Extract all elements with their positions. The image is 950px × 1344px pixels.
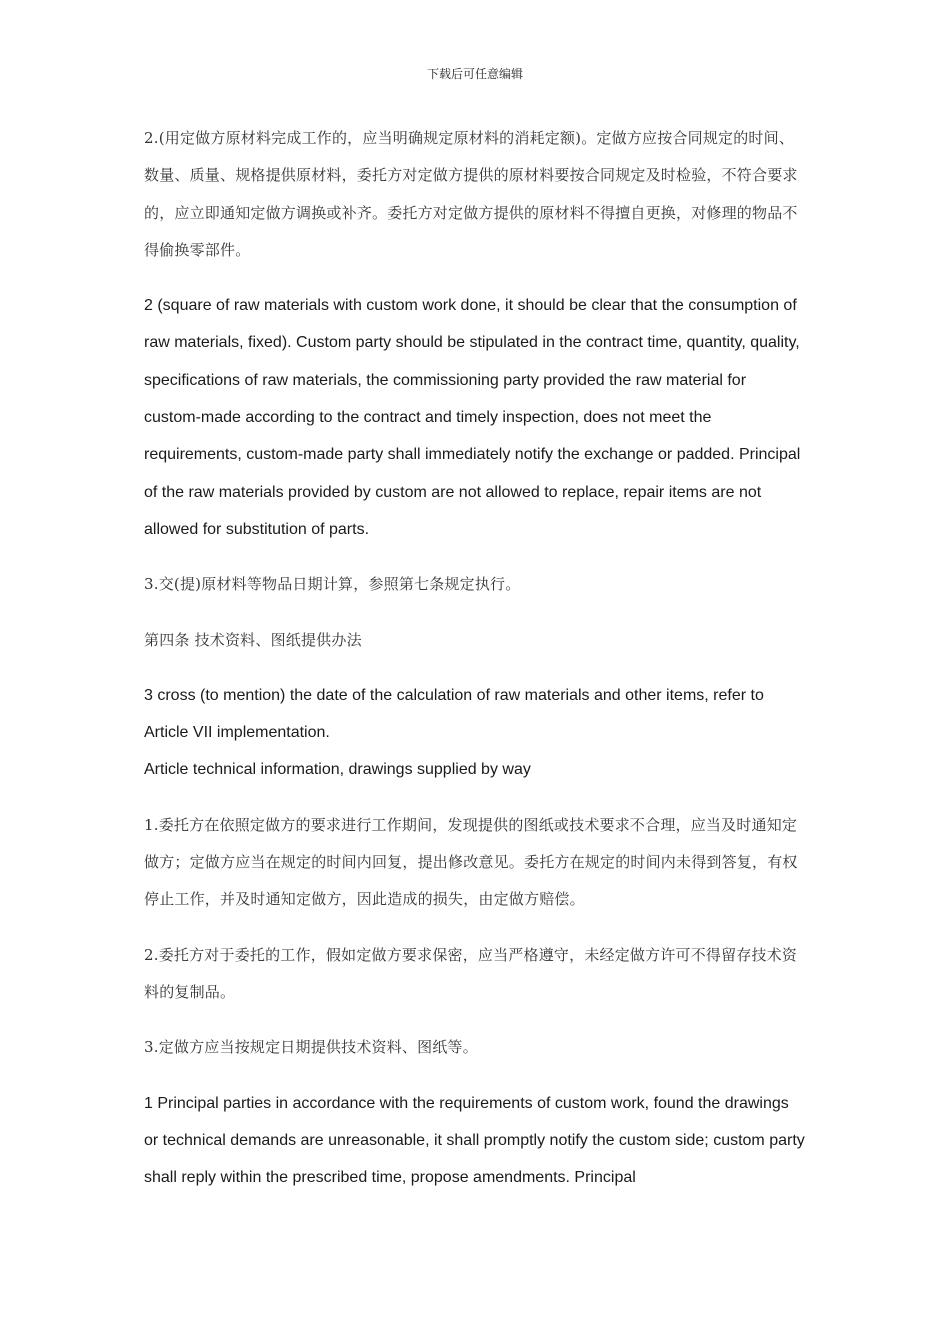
paragraph-zh-clause-3: 3.交(提)原材料等物品日期计算，参照第七条规定执行。 <box>144 575 521 594</box>
document-body <box>144 120 806 1214</box>
paragraph-en-clause-2: 2 (square of raw materials with custom work done, it should be clear that the consumption of raw materials, fixed). Custom party should be stipulated in the contract time, quantity, quality, specifications of raw materials, the commissioning party provided the raw material for custom-made according to the contract and timely inspection, does not meet the requirements, custom-made party shall immediately notify the exchange or padded. Principal of the raw materials provided by custom are not allowed to replace, repair items are not allowed for substitution of parts. <box>144 297 801 538</box>
paragraph-en-art4-clause-1: 1 Principal parties in accordance with the requirements of custom work, found the drawings or technical demands are unreasonable, it shall promptly notify the custom side; custom party shall reply within the prescribed time, propose amendments. Principal <box>144 1094 805 1187</box>
paragraph-en-clause-3: 3 cross (to mention) the date of the calculation of raw materials and other items, refer to Article VII implementation. <box>144 686 764 742</box>
paragraph-zh-clause-2: 2.(用定做方原材料完成工作的，应当明确规定原材料的消耗定额)。定做方应按合同规定的时间、数量、质量、规格提供原材料，委托方对定做方提供的原材料要按合同规定及时检验，不符合要求的，应立即通知定做方调换或补齐。委托方对定做方提供的原材料不得擅自更换，对修理的物品不得偷换零部件。 <box>144 129 798 259</box>
paragraph-zh-art4-clause-3: 3.定做方应当按规定日期提供技术资料、图纸等。 <box>144 1038 478 1057</box>
page-header: 下载后可任意编辑 <box>426 67 523 81</box>
paragraph-zh-article-4-heading: 第四条 技术资料、图纸提供办法 <box>144 630 362 649</box>
paragraph-zh-art4-clause-2: 2.委托方对于委托的工作，假如定做方要求保密，应当严格遵守，未经定做方许可不得留存技术资料的复制品。 <box>144 945 798 1001</box>
paragraph-zh-art4-clause-1: 1.委托方在依照定做方的要求进行工作期间，发现提供的图纸或技术要求不合理，应当及时通知定做方；定做方应当在规定的时间内回复，提出修改意见。委托方在规定的时间内未得到答复，有权停止工作，并及时通知定做方，因此造成的损失，由定做方赔偿。 <box>144 815 798 909</box>
paragraph-en-article-heading: Article technical information, drawings supplied by way <box>144 761 531 779</box>
